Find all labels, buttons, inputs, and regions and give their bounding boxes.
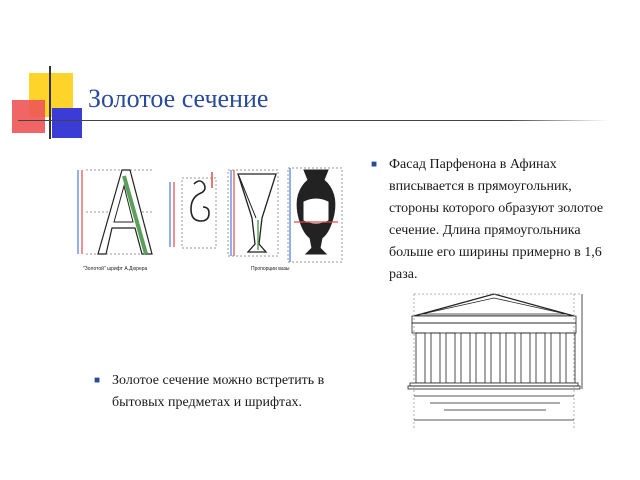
title-underline — [18, 120, 508, 121]
decor-red-square — [12, 100, 45, 133]
bullet-parthenon-text: Фасад Парфенона в Афинах вписывается в прямоугольник, стороны которого образуют золотое сечение. Длина прямоугольника больше его ширины примерно в 1,6 раза. — [389, 157, 604, 282]
vase-figure — [288, 168, 342, 262]
square-bullet-icon: ■ — [371, 159, 378, 170]
title-underline-fade — [508, 120, 608, 121]
durer-letter-a — [78, 170, 154, 254]
caption-durer: "Золотой" шрифт А.Дюрера — [83, 266, 148, 272]
slide-title: Золотое сечение — [88, 84, 269, 113]
spiral-figure — [170, 172, 216, 248]
goblet-figure — [228, 170, 278, 256]
parthenon-columns — [416, 333, 575, 383]
decor-blue-square — [52, 108, 82, 138]
golden-ratio-figures — [76, 162, 344, 282]
square-bullet-icon: ■ — [94, 375, 101, 386]
bullet-everyday — [94, 370, 352, 414]
decor-vertical-line — [49, 66, 51, 139]
caption-vase: Пропорции вазы — [251, 266, 290, 272]
bullet-parthenon — [371, 154, 619, 286]
bullet-everyday-text: Золотое сечение можно встретить в бытовых предметах и шрифтах. — [112, 373, 325, 410]
parthenon-facade-drawing — [400, 288, 590, 430]
